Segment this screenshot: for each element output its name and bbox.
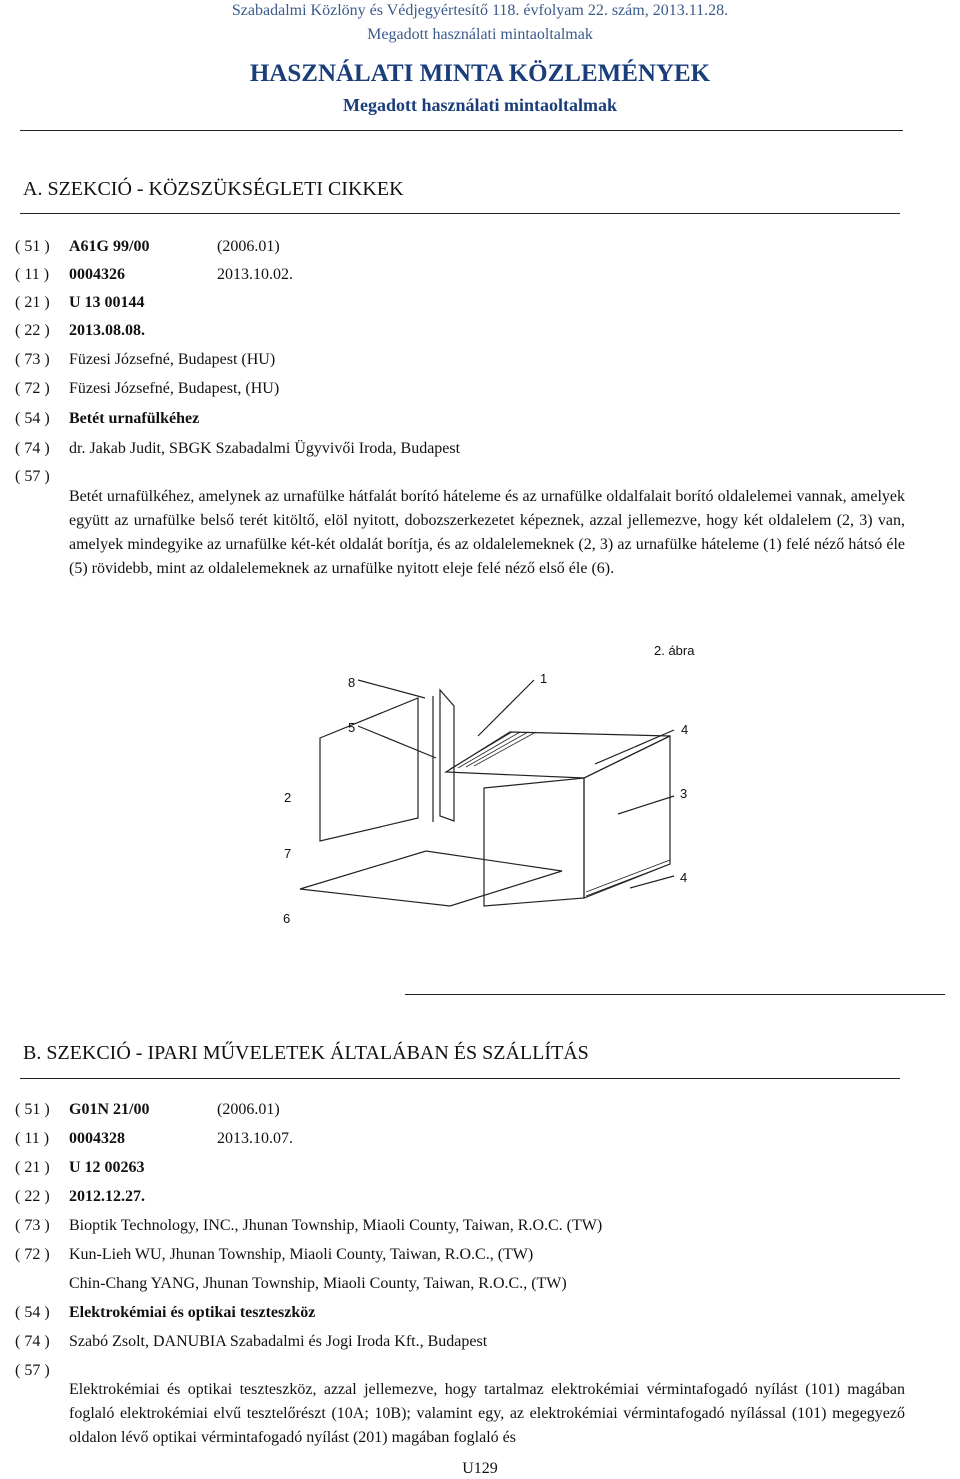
figure-label: 3: [680, 786, 688, 801]
figure-drawing: [300, 680, 674, 906]
field-value: Chin-Chang YANG, Jhunan Township, Miaoli County, Taiwan, R.O.C., (TW): [69, 1275, 567, 1292]
section-b-divider: [20, 1078, 900, 1079]
field-value: U 13 00144: [69, 294, 145, 311]
field-value: 2013.08.08.: [69, 322, 145, 339]
figure-label: 6: [283, 911, 291, 926]
page-title: HASZNÁLATI MINTA KÖZLEMÉNYEK: [249, 60, 711, 87]
field-value: Füzesi Józsefné, Budapest, (HU): [69, 380, 280, 397]
journal-subtitle: Megadott használati mintaoltalmak: [367, 26, 593, 43]
field-code: ( 11 ): [15, 1130, 50, 1147]
field-value: 0004326: [69, 266, 125, 283]
field-code: ( 21 ): [15, 294, 50, 311]
field-code: ( 54 ): [15, 1304, 50, 1321]
field-value: Kun-Lieh WU, Jhunan Township, Miaoli County, Taiwan, R.O.C., (TW): [69, 1246, 534, 1263]
field-code: ( 72 ): [15, 1246, 50, 1263]
figure-label: 2: [284, 790, 292, 805]
field-value: Füzesi Józsefné, Budapest (HU): [69, 351, 276, 368]
figure-label: 8: [348, 675, 356, 690]
field-code: ( 51 ): [15, 238, 50, 255]
abstract-b: Elektrokémiai és optikai teszteszköz, azzal jellemezve, hogy tartalmaz elektrokémiai vérmintafogadó nyílást (101) magában foglaló elektrokémiai elvű tesztelőrészt (10A; 10B); valamint egy, az elektrokémiai vérmintafogadó nyílással (101) megegyező oldalon lévő optikai vérmintafogadó nyílást (201) magában foglaló és: [69, 1381, 905, 1446]
field-extra: (2006.01): [217, 238, 280, 255]
figure-caption: 2. ábra: [654, 643, 695, 658]
figure-label: 7: [284, 846, 292, 861]
journal-header: Szabadalmi Közlöny és Védjegyértesítő 118. évfolyam 22. szám, 2013.11.28.: [231, 2, 729, 19]
field-value: Elektrokémiai és optikai teszteszköz: [69, 1304, 316, 1321]
section-a-divider: [20, 213, 900, 214]
field-value: Szabó Zsolt, DANUBIA Szabadalmi és Jogi Iroda Kft., Budapest: [69, 1333, 488, 1350]
field-value: Bioptik Technology, INC., Jhunan Township, Miaoli County, Taiwan, R.O.C. (TW): [69, 1217, 603, 1234]
field-code: ( 73 ): [15, 1217, 50, 1234]
field-extra: 2013.10.07.: [217, 1130, 293, 1147]
field-code: ( 57 ): [15, 1362, 50, 1379]
field-code: ( 22 ): [15, 322, 50, 339]
field-value: G01N 21/00: [69, 1101, 150, 1118]
field-code: ( 57 ): [15, 468, 50, 485]
section-b-heading: B. SZEKCIÓ - IPARI MŰVELETEK ÁLTALÁBAN ÉS SZÁLLÍTÁS: [23, 1042, 589, 1064]
field-code: ( 21 ): [15, 1159, 50, 1176]
field-code: ( 74 ): [15, 440, 50, 457]
field-code: ( 54 ): [15, 410, 50, 427]
field-value: dr. Jakab Judit, SBGK Szabadalmi Ügyvivői Iroda, Budapest: [69, 440, 461, 457]
field-code: ( 51 ): [15, 1101, 50, 1118]
figure-2: [250, 636, 710, 936]
field-value: A61G 99/00: [69, 238, 150, 255]
abstract-a: Betét urnafülkéhez, amelynek az urnafülke hátfalát borító háteleme és az urnafülke oldalfalait borító oldalelemei vannak, amelyek együtt az urnafülke belső terét kitöltő, elöl nyitott, dobozszerkezetet képeznek, azzal jellemezve, hogy két oldalelem (2, 3) van, amelyek mindegyike az urnafülke két-két oldalát borítja, és az oldalelemeknek (2, 3) az urnafülke háteleme (1) felé néző hátsó éle (5) rövidebb, mint az oldalelemeknek az urnafülke nyitott eleje felé néző első éle (6).: [69, 488, 905, 577]
figure-label: 1: [540, 671, 548, 686]
figure-label: 4: [680, 870, 688, 885]
field-code: ( 22 ): [15, 1188, 50, 1205]
page-subtitle: Megadott használati mintaoltalmak: [343, 95, 617, 115]
header-divider: [20, 130, 903, 131]
section-a-heading: A. SZEKCIÓ - KÖZSZÜKSÉGLETI CIKKEK: [23, 178, 404, 200]
figure-divider: [405, 994, 945, 995]
field-extra: 2013.10.02.: [217, 266, 293, 283]
field-value: 2012.12.27.: [69, 1188, 145, 1205]
field-value: U 12 00263: [69, 1159, 145, 1176]
field-code: ( 72 ): [15, 380, 50, 397]
field-extra: (2006.01): [217, 1101, 280, 1118]
field-value: 0004328: [69, 1130, 125, 1147]
field-code: ( 74 ): [15, 1333, 50, 1350]
field-code: ( 11 ): [15, 266, 50, 283]
figure-labels: [283, 671, 688, 926]
figure-label: 4: [681, 722, 689, 737]
page-number: U129: [462, 1460, 498, 1477]
field-value: Betét urnafülkéhez: [69, 410, 200, 427]
field-code: ( 73 ): [15, 351, 50, 368]
figure-label: 5: [348, 720, 356, 735]
